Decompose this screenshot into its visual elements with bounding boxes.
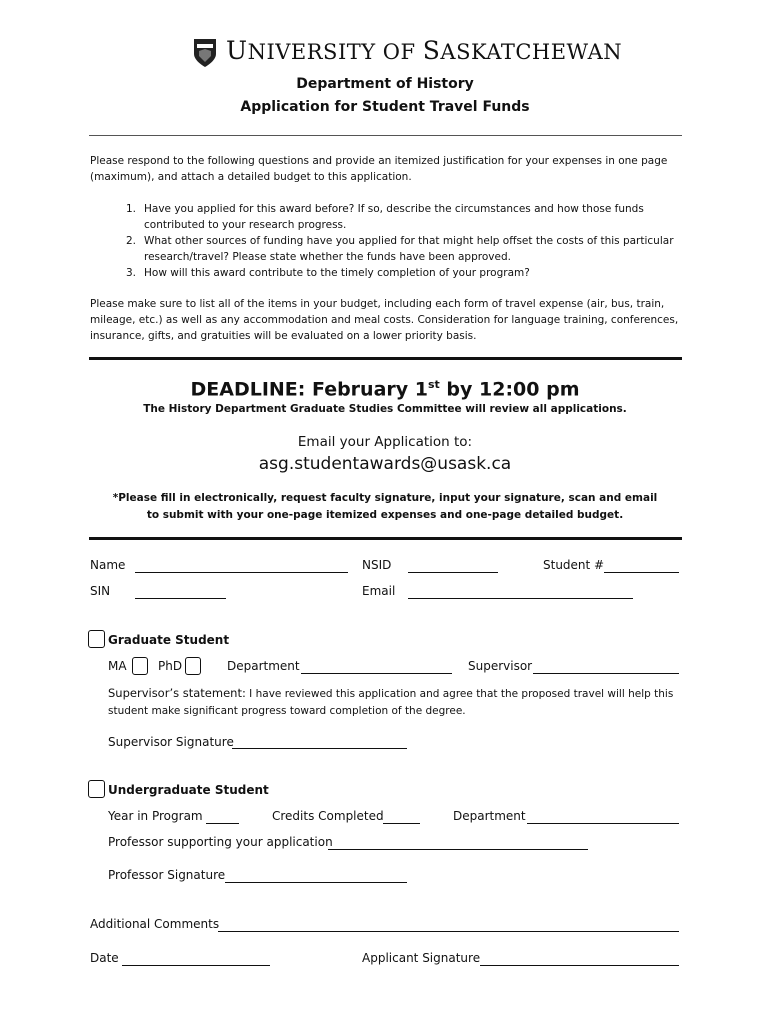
supervisor-field[interactable] (533, 673, 679, 674)
supervisor-statement: Supervisor’s statement: I have reviewed this application and agree that the proposed travel will help this student make significant progress toward completion of the degree. (108, 686, 674, 717)
form-title: Application for Student Travel Funds (240, 99, 530, 115)
question-item: 2. What other sources of funding have you applied for that might help offset the costs of this particular research/travel? Please state whether the funds have been approved. (125, 235, 674, 263)
applicant-signature-field[interactable] (480, 965, 679, 966)
ma-checkbox[interactable] (132, 657, 148, 675)
university-crest-logo (193, 38, 217, 68)
divider (89, 537, 682, 540)
additional-comments-field[interactable] (218, 931, 679, 932)
supervisor-signature-field[interactable] (232, 748, 407, 749)
date-label: Date (90, 951, 119, 965)
undergraduate-student-heading: Undergraduate Student (108, 783, 269, 797)
credits-completed-label: Credits Completed (272, 809, 384, 823)
professor-signature-label: Professor Signature (108, 868, 226, 882)
email-label: Email your Application to: (297, 434, 473, 450)
question-item: 3. How will this award contribute to the timely completion of your program? (125, 267, 530, 279)
sin-field[interactable] (135, 598, 226, 599)
nsid-label: NSID (362, 558, 392, 572)
phd-label: PhD (158, 659, 183, 673)
deadline-heading: DEADLINE: February 1st by 12:00 pm (190, 378, 580, 401)
intro-text: Please respond to the following questions and provide an itemized justification for your expenses in one page (maximum), and attach a detailed budget to this application. (90, 155, 668, 183)
graduate-student-checkbox[interactable] (88, 630, 105, 648)
university-name: UNIVERSITY OF SASKATCHEWAN (226, 36, 623, 65)
ug-department-label: Department (453, 809, 526, 823)
supervisor-signature-label: Supervisor Signature (108, 735, 234, 749)
committee-note: The History Department Graduate Studies Committee will review all applications. (143, 403, 627, 415)
date-field[interactable] (122, 965, 270, 966)
grad-department-label: Department (227, 659, 300, 673)
ug-department-field[interactable] (527, 823, 679, 824)
nsid-field[interactable] (408, 572, 498, 573)
budget-note: Please make sure to list all of the items in your budget, including each form of travel expense (air, bus, train, mileage, etc.) as well as any accommodation and meal costs. Consideration for language training, conferences, insurance, gifts, and gratuities will be evaluated on a lower priority basis. (90, 298, 679, 342)
supervisor-label: Supervisor (468, 659, 533, 673)
undergraduate-student-checkbox[interactable] (88, 780, 105, 798)
email-address: asg.studentawards@usask.ca (258, 454, 512, 474)
name-label: Name (90, 558, 126, 572)
student-number-label: Student # (543, 558, 605, 572)
year-in-program-label: Year in Program (108, 809, 203, 823)
additional-comments-label: Additional Comments (90, 917, 220, 931)
applicant-signature-label: Applicant Signature (362, 951, 481, 965)
professor-supporting-field[interactable] (328, 849, 588, 850)
credits-completed-field[interactable] (383, 823, 420, 824)
phd-checkbox[interactable] (185, 657, 201, 675)
question-list (90, 201, 680, 281)
grad-department-field[interactable] (301, 673, 452, 674)
professor-signature-field[interactable] (225, 882, 407, 883)
department-title: Department of History (296, 76, 474, 92)
email-field[interactable] (408, 598, 633, 599)
email-field-label: Email (362, 584, 396, 598)
professor-supporting-label: Professor supporting your application (108, 835, 333, 849)
name-field[interactable] (135, 572, 348, 573)
sin-label: SIN (90, 584, 111, 598)
divider (89, 357, 682, 360)
submission-notice: *Please fill in electronically, request faculty signature, input your signature, scan and email to submit with your one-page itemized expenses and one-page detailed budget. (112, 492, 658, 521)
ma-label: MA (108, 659, 127, 673)
year-in-program-field[interactable] (206, 823, 239, 824)
graduate-student-heading: Graduate Student (108, 633, 230, 647)
divider (89, 135, 682, 136)
question-item: 1. Have you applied for this award before? If so, describe the circumstances and how those funds contributed to your research progress. (125, 203, 644, 231)
student-number-field[interactable] (604, 572, 679, 573)
